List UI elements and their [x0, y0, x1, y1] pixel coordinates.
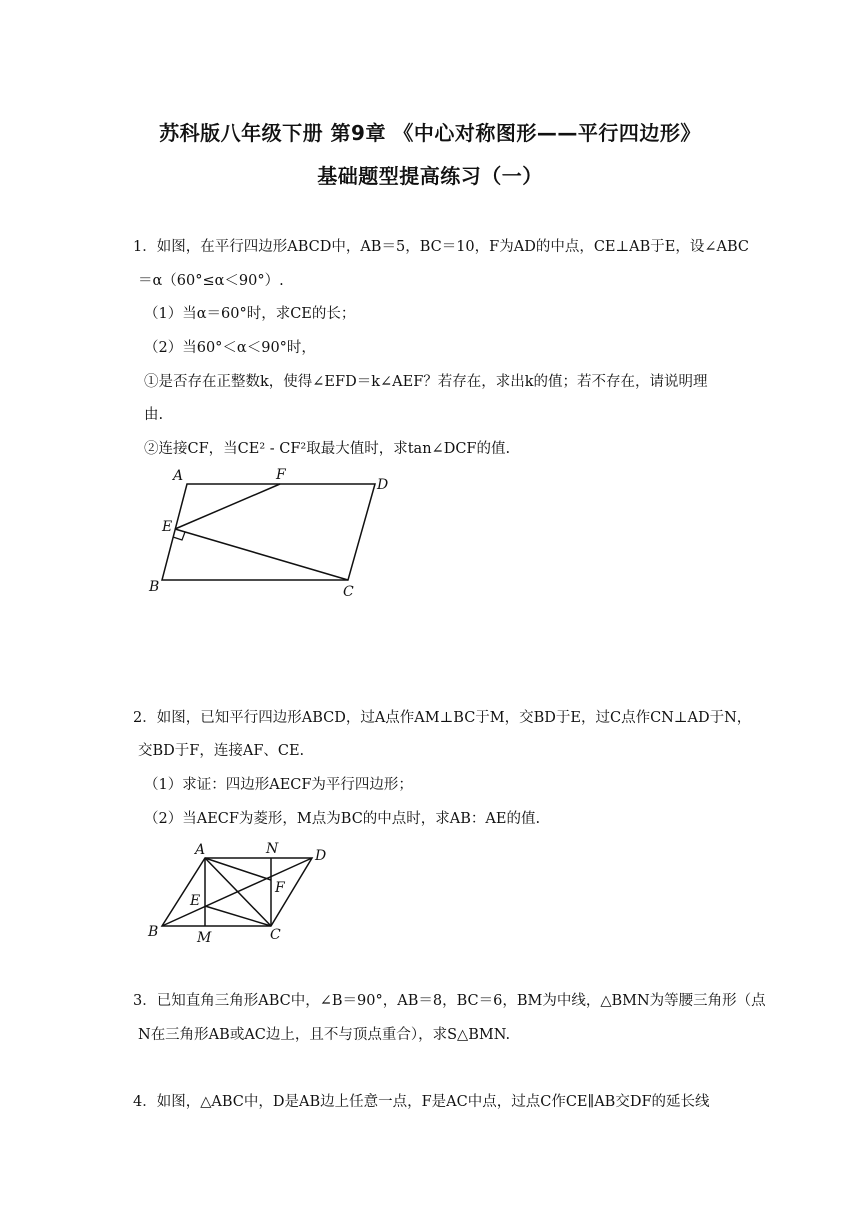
doc-title-line2: 基础题型提高练习（一） — [317, 164, 543, 188]
q2-figure-parallelogram — [140, 838, 340, 946]
doc-title-line1: 苏科版八年级下册 第9章 《中心对称图形——平行四边形》 — [159, 121, 701, 145]
q1-line1: 1．如图，在平行四边形ABCD中，AB＝5，BC＝10，F为AD的中点，CE⊥AB于E，设∠ABC — [133, 239, 749, 255]
q2-label-d: D — [315, 848, 327, 864]
q1-segment-ec — [175, 529, 348, 580]
q1-label-a: A — [173, 468, 184, 484]
q1-parallelogram-abcd — [162, 484, 375, 580]
q1-line4: （2）当60°＜α＜90°时， — [144, 340, 316, 356]
q1-line5: ①是否存在正整数k，使得∠EFD＝k∠AEF？若存在，求出k的值；若不存在，请说明理 — [144, 374, 708, 390]
q1-label-c: C — [343, 584, 354, 600]
q1-line3: （1）当α＝60°时，求CE的长； — [144, 306, 356, 322]
q2-line3: （1）求证：四边形AECF为平行四边形； — [144, 777, 413, 793]
q1-label-e: E — [162, 519, 173, 535]
q2-label-b: B — [148, 924, 159, 940]
q2-label-f: F — [275, 880, 285, 896]
q1-segment-ef — [175, 484, 280, 529]
q3-line2: N在三角形AB或AC边上，且不与顶点重合），求S△BMN. — [138, 1027, 511, 1043]
q4-line1: 4．如图，△ABC中，D是AB边上任意一点，F是AC中点，过点C作CE∥AB交DF的延长线 — [133, 1094, 710, 1110]
q1-label-d: D — [377, 477, 389, 493]
q2-label-n: N — [266, 841, 279, 857]
q2-line2: 交BD于F，连接AF、CE. — [138, 743, 305, 759]
q1-line2: ＝α（60°≤α＜90°）. — [138, 273, 284, 289]
q1-label-f: F — [276, 467, 286, 483]
q1-label-b: B — [149, 579, 160, 595]
q3-line1: 3．已知直角三角形ABC中，∠B＝90°，AB＝8，BC＝6，BM为中线，△BMN为等腰三角形（点 — [133, 993, 766, 1009]
q1-line7: ②连接CF，当CE² - CF²取最大值时，求tan∠DCF的值. — [144, 441, 511, 457]
q1-line6: 由. — [144, 407, 164, 423]
q2-label-m: M — [197, 930, 212, 946]
q2-line1: 2．如图，已知平行四边形ABCD，过A点作AM⊥BC于M，交BD于E，过C点作CN⊥AD于N， — [133, 710, 752, 726]
q1-figure-parallelogram — [140, 462, 400, 602]
q2-line4: （2）当AECF为菱形，M点为BC的中点时，求AB：AE的值. — [144, 811, 541, 827]
q2-label-a: A — [195, 842, 206, 858]
q2-label-e: E — [190, 893, 201, 909]
q2-label-c: C — [270, 927, 281, 943]
